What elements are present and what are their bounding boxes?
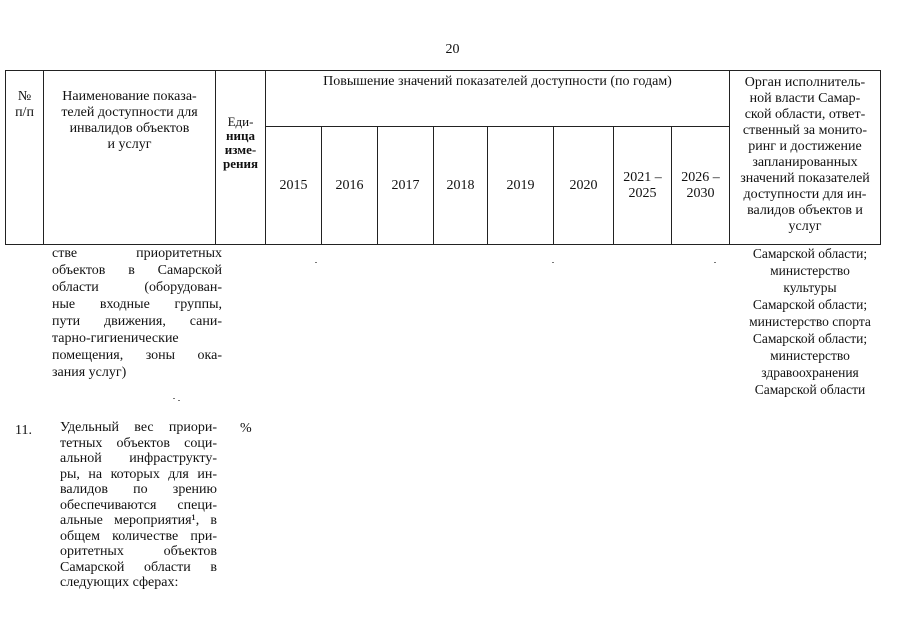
header-year-2016: 2016 [322, 127, 378, 245]
header-increase-title: Повышение значений показателей доступности (по годам) [266, 71, 730, 127]
header-name: Наименование показа- телей доступности для инвалидов объектов и услуг [44, 71, 216, 245]
scan-speck [178, 400, 180, 401]
header-year-2026-2030: 2026 – 2030 [672, 127, 730, 245]
header-year-2019: 2019 [488, 127, 554, 245]
header-organ: Орган исполнитель- ной власти Самар- ской области, ответ- ственный за монито- ринг и достижение запланированных значений показателей доступности для ин- валидов объектов и услуг [730, 71, 881, 245]
table-header [5, 70, 881, 245]
header-year-2015: 2015 [266, 127, 322, 245]
header-year-2020: 2020 [554, 127, 614, 245]
row-11-number: 11. [15, 423, 32, 438]
header-unit: Еди- ница изме- рения [216, 71, 266, 245]
scan-speck [315, 262, 317, 263]
header-num: № п/п [6, 71, 44, 245]
continuation-organ: Самарской области; министерство культуры Самарской области; министерство спорта Самарской области; министерство здравоохранения Самарской области [749, 246, 871, 397]
scan-speck [552, 262, 554, 263]
header-year-2021-2025: 2021 – 2025 [614, 127, 672, 245]
page-number: 20 [445, 42, 460, 57]
continuation-name: стве приоритетных объектов в Самарской области (оборудован- ные входные группы, пути движения, сани- тарно-гигиенические помещения, зоны ока- зания услуг) [52, 246, 222, 380]
row-11-unit: % [240, 421, 252, 436]
header-year-2018: 2018 [434, 127, 488, 245]
row-11-name: Удельный вес приори- тетных объектов соци- альной инфраструкту- ры, на которых для ин- валидов по зрению обеспечиваются специ- альные мероприятия¹, в общем количестве при- оритетных объектов Самарской области в следующих сферах: [60, 420, 217, 590]
header-year-2017: 2017 [378, 127, 434, 245]
scan-speck [173, 398, 175, 399]
scan-speck [714, 262, 716, 263]
